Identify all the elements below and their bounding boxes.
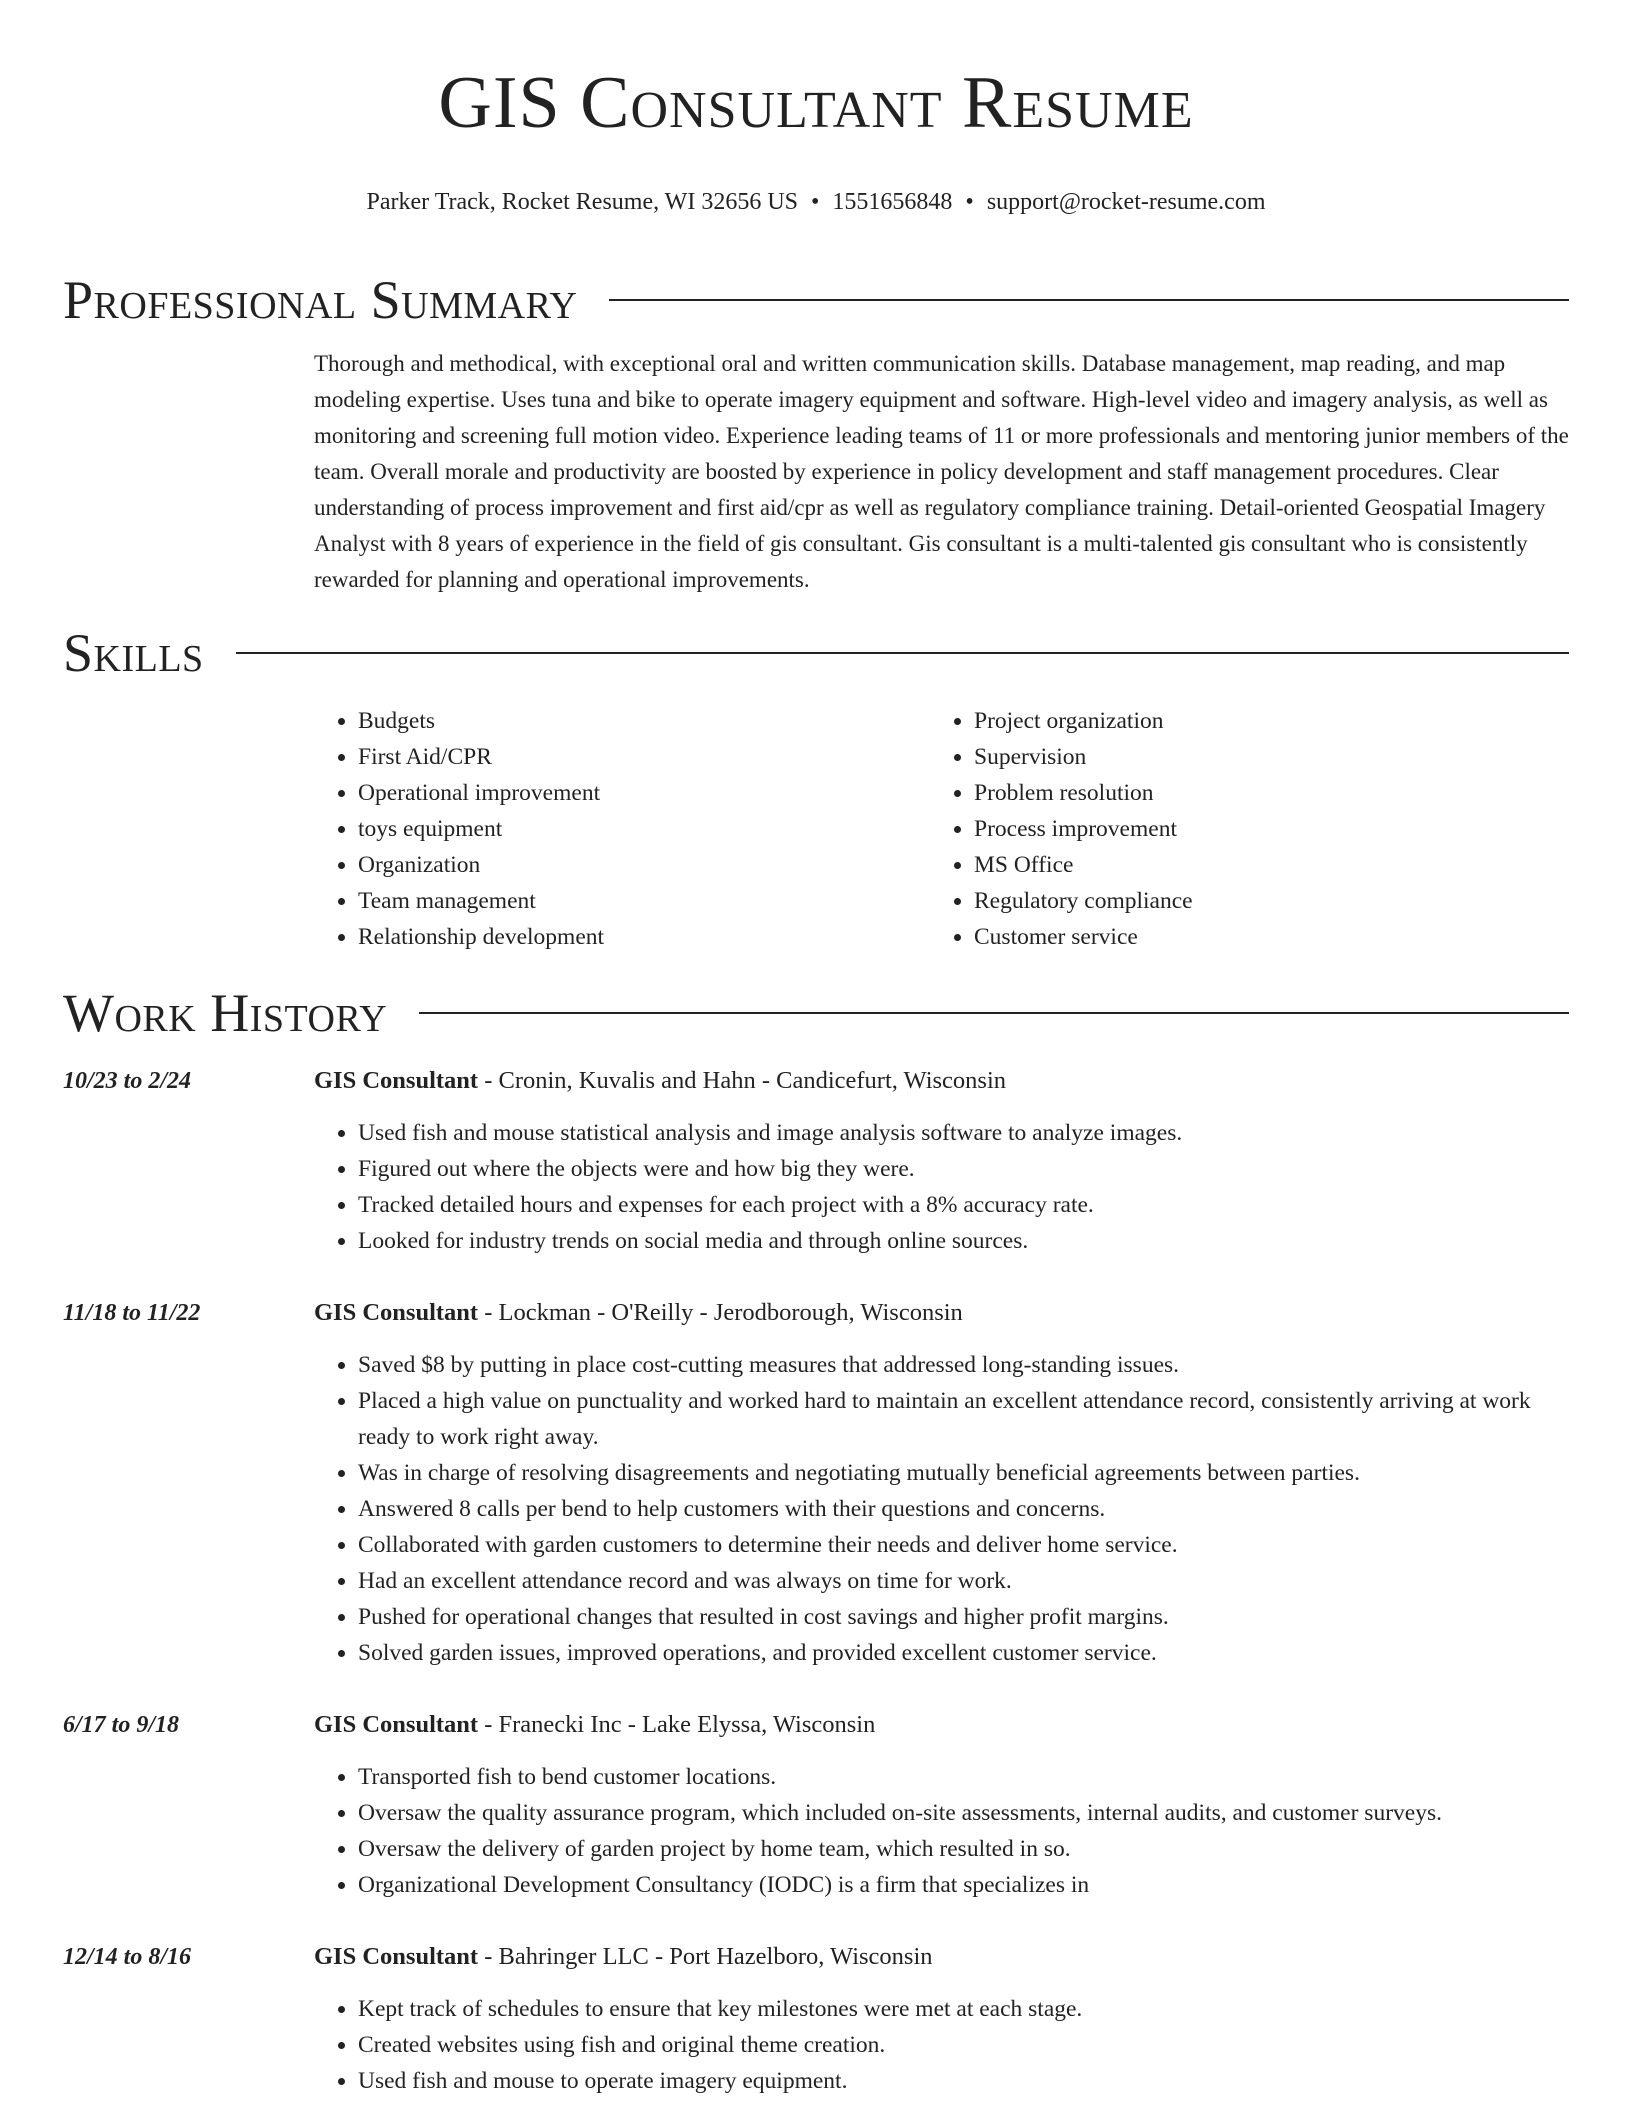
skill-item: • Team management <box>358 883 930 919</box>
skill-item: • Regulatory compliance <box>974 883 1569 919</box>
work-title: Work History <box>63 983 388 1043</box>
job-entry <box>63 1707 1569 1903</box>
job-heading <box>314 1939 1569 1975</box>
job-dates: 11/18 to 11/22 <box>63 1300 201 1326</box>
job-bullet: • Solved garden issues, improved operations, and provided excellent customer service. <box>358 1635 1569 1671</box>
skills-title: Skills <box>63 623 204 683</box>
job-dates: 10/23 to 2/24 <box>63 1068 192 1094</box>
contact-email: support@rocket-resume.com <box>986 189 1266 215</box>
contact-separator: • <box>965 189 974 215</box>
skills-section-header <box>63 621 1569 685</box>
job-bullet: • Placed a high value on punctuality and worked hard to maintain an excellent attendance record, consistently arriving at work ready to work right away. <box>358 1383 1569 1455</box>
job-bullets <box>314 1347 1569 1671</box>
contact-phone: 1551656848 <box>832 189 953 215</box>
job-heading <box>314 1295 1569 1331</box>
job-details: - Cronin, Kuvalis and Hahn - Candicefurt, Wisconsin <box>478 1067 1007 1094</box>
job-dates: 12/14 to 8/16 <box>63 1944 192 1970</box>
skills-grid <box>314 703 1569 955</box>
resume-title: GIS Consultant Resume <box>438 62 1194 144</box>
job-role: GIS Consultant <box>314 1299 479 1326</box>
job-bullet: • Pushed for operational changes that resulted in cost savings and higher profit margins. <box>358 1599 1569 1635</box>
job-bullet: • Oversaw the delivery of garden project by home team, which resulted in so. <box>358 1831 1569 1867</box>
contact-address: Parker Track, Rocket Resume, WI 32656 US <box>366 189 798 215</box>
summary-section-header <box>63 268 1569 332</box>
job-entry <box>63 1063 1569 1259</box>
job-content <box>314 1939 1569 2099</box>
job-bullet: • Was in charge of resolving disagreements and negotiating mutually beneficial agreements between parties. <box>358 1455 1569 1491</box>
skill-item: • Customer service <box>974 919 1569 955</box>
skill-item: • Supervision <box>974 739 1569 775</box>
skill-item: • Operational improvement <box>358 775 930 811</box>
job-bullets <box>314 1991 1569 2099</box>
job-bullet: • Figured out where the objects were and how big they were. <box>358 1151 1569 1187</box>
job-role: GIS Consultant <box>314 1067 479 1094</box>
job-bullet: • Transported fish to bend customer locations. <box>358 1759 1569 1795</box>
job-bullet: • Tracked detailed hours and expenses for each project with a 8% accuracy rate. <box>358 1187 1569 1223</box>
job-content <box>314 1707 1569 1903</box>
work-history-list <box>63 1063 1569 2099</box>
job-bullet: • Created websites using fish and original theme creation. <box>358 2027 1569 2063</box>
skill-item: • Process improvement <box>974 811 1569 847</box>
contact-separator: • <box>811 189 820 215</box>
job-bullet: • Used fish and mouse to operate imagery equipment. <box>358 2063 1569 2099</box>
skill-item: • toys equipment <box>358 811 930 847</box>
job-bullet: • Collaborated with garden customers to determine their needs and deliver home service. <box>358 1527 1569 1563</box>
job-heading <box>314 1063 1569 1099</box>
job-bullet: • Saved $8 by putting in place cost-cutting measures that addressed long-standing issues. <box>358 1347 1569 1383</box>
job-bullet: • Used fish and mouse statistical analysis and image analysis software to analyze images. <box>358 1115 1569 1151</box>
job-details: - Franecki Inc - Lake Elyssa, Wisconsin <box>478 1711 876 1738</box>
skill-item: • First Aid/CPR <box>358 739 930 775</box>
skill-item: • MS Office <box>974 847 1569 883</box>
job-entry <box>63 1939 1569 2099</box>
job-bullet: • Oversaw the quality assurance program, which included on-site assessments, internal audits, and customer surveys. <box>358 1795 1569 1831</box>
job-role: GIS Consultant <box>314 1711 479 1738</box>
skill-item: • Budgets <box>358 703 930 739</box>
summary-text: Thorough and methodical, with exceptional oral and written communication skills. Database management, map reading, and map modeling expertise. Uses tuna and bike to operate imagery equipment and software. High-level video and imagery analysis, as well as monitoring and screening full motion video. Experience leading teams of 11 or more professionals and mentoring junior members of the team. Overall morale and productivity are boosted by experience in policy development and staff management procedures. Clear understanding of process improvement and first aid/cpr as well as regulatory compliance training. Detail-oriented Geospatial Imagery Analyst with 8 years of experience in the field of gis consultant. Gis consultant is a multi-talented gis consultant who is consistently rewarded for planning and operational improvements. <box>314 351 1569 592</box>
job-bullet: • Answered 8 calls per bend to help customers with their questions and concerns. <box>358 1491 1569 1527</box>
job-bullet: • Kept track of schedules to ensure that key milestones were met at each stage. <box>358 1991 1569 2027</box>
skills-list-right <box>930 703 1569 955</box>
job-details: - Lockman - O'Reilly - Jerodborough, Wisconsin <box>478 1299 963 1326</box>
section-divider <box>419 1012 1569 1014</box>
contact-line <box>63 186 1569 218</box>
skills-list-left <box>314 703 930 955</box>
work-section-header <box>63 981 1569 1045</box>
section-divider <box>609 299 1569 301</box>
job-bullet: • Organizational Development Consultancy (IODC) is a firm that specializes in <box>358 1867 1569 1903</box>
skill-item: • Project organization <box>974 703 1569 739</box>
job-entry <box>63 1295 1569 1671</box>
job-bullets <box>314 1759 1569 1903</box>
skill-item: • Relationship development <box>358 919 930 955</box>
job-bullets <box>314 1115 1569 1259</box>
section-divider <box>236 652 1569 654</box>
job-dates: 6/17 to 9/18 <box>63 1712 180 1738</box>
skill-item: • Organization <box>358 847 930 883</box>
job-content <box>314 1295 1569 1671</box>
skill-item: • Problem resolution <box>974 775 1569 811</box>
job-content <box>314 1063 1569 1259</box>
job-bullet: • Looked for industry trends on social media and through online sources. <box>358 1223 1569 1259</box>
job-details: - Bahringer LLC - Port Hazelboro, Wisconsin <box>478 1943 933 1970</box>
job-bullet: • Had an excellent attendance record and was always on time for work. <box>358 1563 1569 1599</box>
job-heading <box>314 1707 1569 1743</box>
job-role: GIS Consultant <box>314 1943 479 1970</box>
summary-title: Professional Summary <box>63 270 578 330</box>
